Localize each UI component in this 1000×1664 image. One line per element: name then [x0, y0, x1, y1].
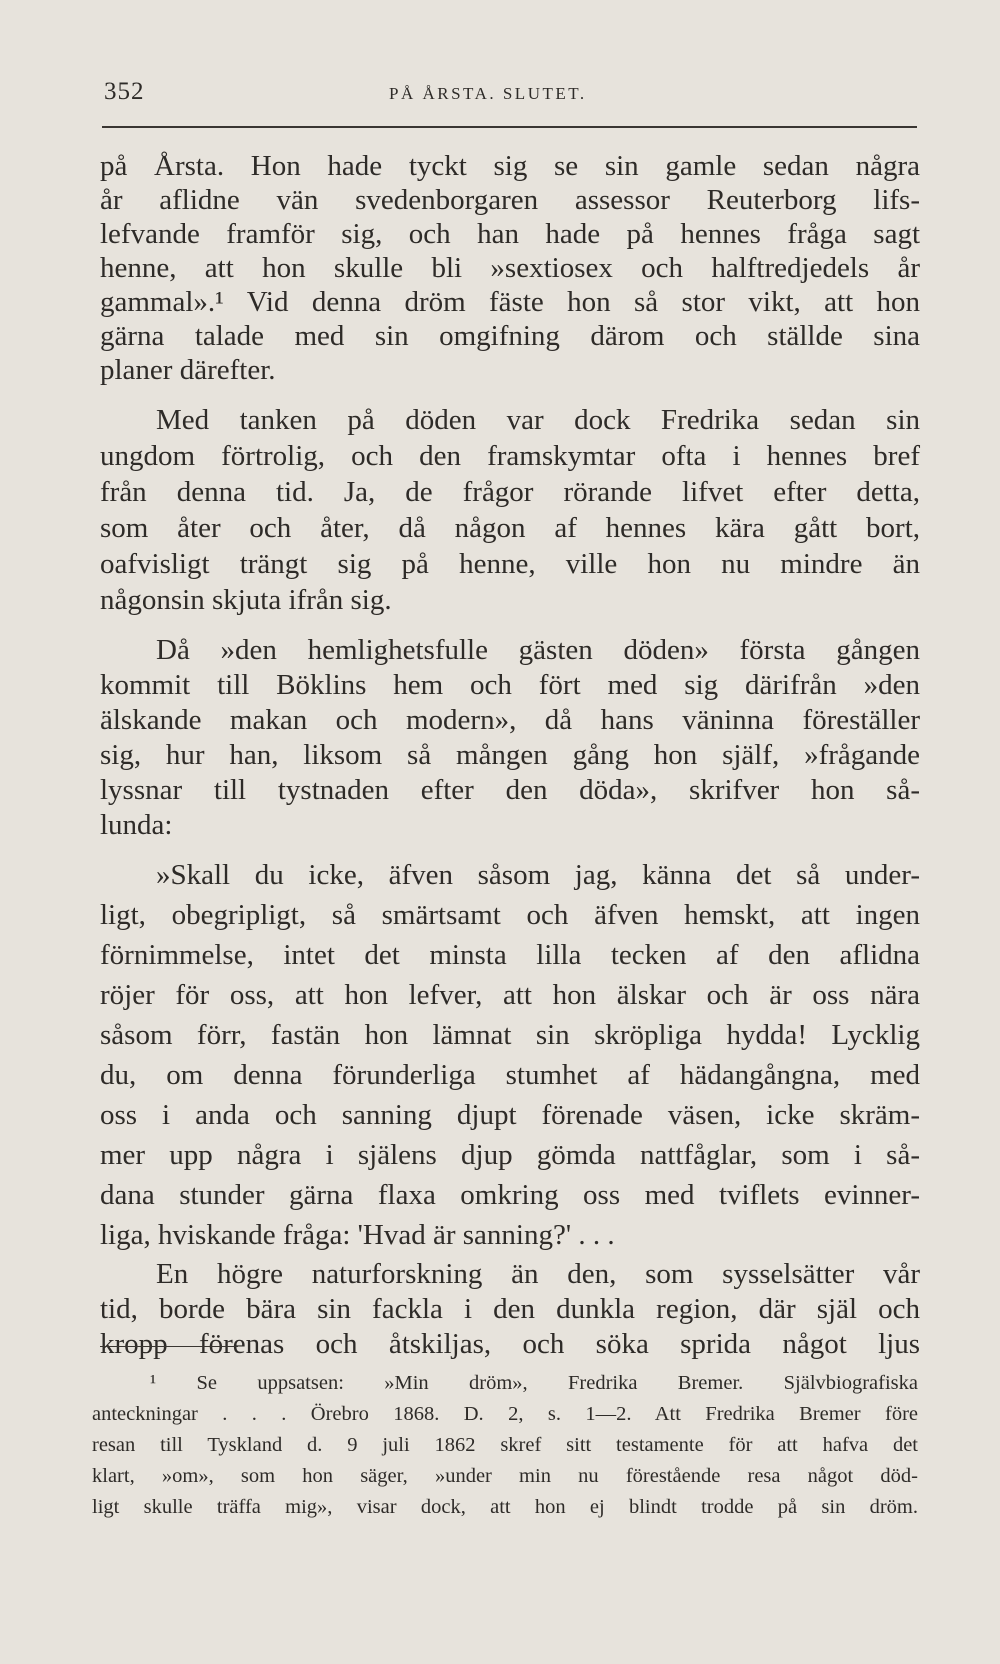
- body-line: någonsin skjuta ifrån sig.: [100, 584, 392, 616]
- body-line: lyssnar till tystnaden efter den döda», skrifver hon så-: [100, 774, 920, 806]
- body-line: dana stunder gärna flaxa omkring oss med tviflets evinner-: [100, 1179, 920, 1211]
- body-line: älskande makan och modern», då hans väninna föreställer: [100, 704, 920, 736]
- body-line: tid, borde bära sin fackla i den dunkla region, där själ och: [100, 1293, 920, 1325]
- body-line: gammal».¹ Vid denna dröm fäste hon så stor vikt, att hon: [100, 286, 920, 318]
- body-line: liga, hviskande fråga: 'Hvad är sanning?' . . .: [100, 1219, 615, 1251]
- body-line: du, om denna förunderliga stumhet af hädangångna, med: [100, 1059, 920, 1091]
- body-line: förnimmelse, intet det minsta lilla tecken af den aflidna: [100, 939, 920, 971]
- footnote-line: ¹ Se uppsatsen: »Min dröm», Fredrika Bremer. Självbiografiska: [150, 1372, 918, 1394]
- footnote-line: anteckningar . . . Örebro 1868. D. 2, s. 1—2. Att Fredrika Bremer före: [92, 1403, 918, 1425]
- body-line: lunda:: [100, 809, 173, 841]
- body-line: ligt, obegripligt, så smärtsamt och äfven hemskt, att ingen: [100, 899, 920, 931]
- running-head: PÅ ÅRSTA. SLUTET.: [389, 84, 587, 103]
- body-line: som åter och åter, då någon af hennes kära gått bort,: [100, 512, 920, 544]
- body-line: från denna tid. Ja, de frågor rörande lifvet efter detta,: [100, 476, 920, 508]
- page-number: 352: [104, 78, 145, 105]
- header-rule: [102, 126, 917, 128]
- body-line: »Skall du icke, äfven såsom jag, känna det så under-: [156, 859, 920, 891]
- body-line: kommit till Böklins hem och fört med sig därifrån »den: [100, 669, 920, 701]
- body-line: sig, hur han, liksom så mången gång hon själf, »frågande: [100, 739, 920, 771]
- body-line: Med tanken på döden var dock Fredrika sedan sin: [156, 404, 920, 436]
- footnote-line: klart, »om», som hon säger, »under min nu förestående resa något död-: [92, 1465, 918, 1487]
- body-line: planer därefter.: [100, 354, 276, 386]
- footnote-rule: [100, 1346, 238, 1347]
- body-line: lefvande framför sig, och han hade på hennes fråga sagt: [100, 218, 920, 250]
- body-line: mer upp några i själens djup gömda nattfåglar, som i så-: [100, 1139, 920, 1171]
- body-line: år aflidne vän svedenborgaren assessor Reuterborg lifs-: [100, 184, 920, 216]
- body-line: En högre naturforskning än den, som sysselsätter vår: [156, 1258, 920, 1290]
- body-line: henne, att hon skulle bli »sextiosex och halftredjedels år: [100, 252, 920, 284]
- footnote-line: ligt skulle träffa mig», visar dock, att hon ej blindt trodde på sin dröm.: [92, 1496, 918, 1518]
- body-line: på Årsta. Hon hade tyckt sig se sin gamle sedan några: [100, 150, 920, 182]
- body-line: oss i anda och sanning djupt förenade väsen, icke skräm-: [100, 1099, 920, 1131]
- body-line: kropp förenas och åtskiljas, och söka sprida något ljus: [100, 1328, 920, 1360]
- body-line: såsom förr, fastän hon lämnat sin skröpliga hydda! Lycklig: [100, 1019, 920, 1051]
- page-header: [104, 78, 912, 108]
- body-line: gärna talade med sin omgifning därom och ställde sina: [100, 320, 920, 352]
- footnote-line: resan till Tyskland d. 9 juli 1862 skref sitt testamente för att hafva det: [92, 1434, 918, 1456]
- body-line: oafvisligt trängt sig på henne, ville hon nu mindre än: [100, 548, 920, 580]
- body-line: ungdom förtrolig, och den framskymtar ofta i hennes bref: [100, 440, 920, 472]
- body-line: röjer för oss, att hon lefver, att hon älskar och är oss nära: [100, 979, 920, 1011]
- body-line: Då »den hemlighetsfulle gästen döden» första gången: [156, 634, 920, 666]
